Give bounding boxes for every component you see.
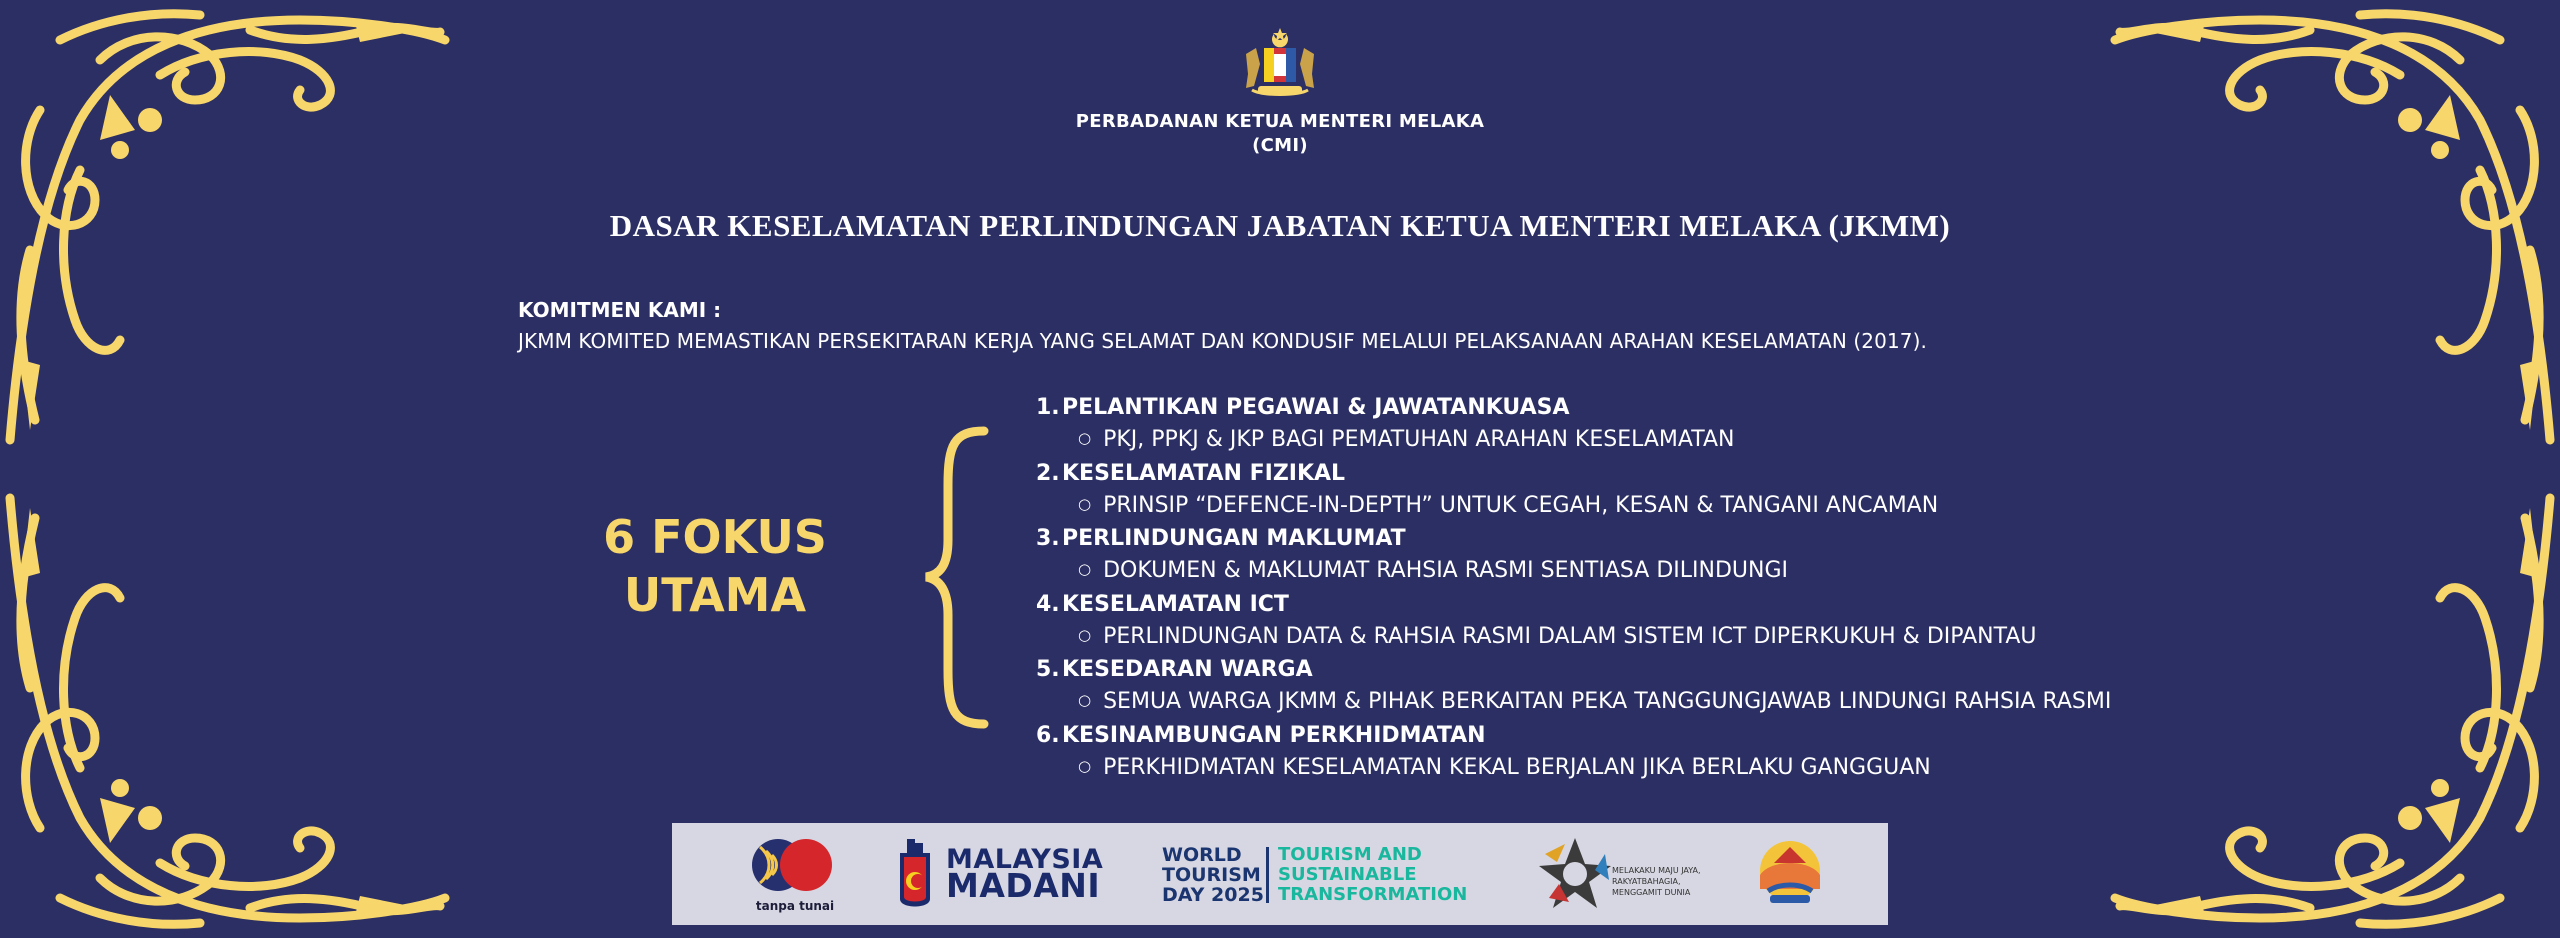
circle-bullet-icon: ○	[1078, 625, 1092, 644]
focus-item-title: KESELAMATAN FIZIKAL	[1062, 460, 1346, 486]
partner-logo-bar	[672, 823, 1888, 925]
melaka-tagline	[1612, 865, 1701, 898]
focus-item-detail-text: DOKUMEN & MAKLUMAT RAHSIA RASMI SENTIASA DILINDUNGI	[1103, 558, 1788, 583]
circle-bullet-icon: ○	[1078, 560, 1092, 578]
wtd-tag3: TRANSFORMATION	[1278, 884, 1468, 905]
melaka-tag3: MENGGAMIT DUNIA	[1612, 888, 1691, 897]
focus-item-heading	[1036, 392, 2111, 424]
madani-line2: MADANI	[946, 866, 1101, 905]
org-name-line1: PERBADANAN KETUA MENTERI MELAKA	[1075, 111, 1485, 132]
focus-item-title: KESEDARAN WARGA	[1062, 657, 1313, 682]
focus-item-detail	[1036, 490, 2111, 523]
focus-item-number: 2.	[1036, 460, 1060, 486]
commitment-heading: KOMITMEN KAMI :	[518, 298, 722, 322]
focus-item-detail-text: PKJ, PPKJ & JKP BAGI PEMATUHAN ARAHAN KESELAMATAN	[1103, 427, 1735, 452]
wtd-line3: DAY 2025	[1162, 884, 1264, 906]
focus-item-heading	[1036, 720, 2111, 752]
focus-item-number: 5.	[1036, 657, 1060, 682]
focus-item-title: KESINAMBUNGAN PERKHIDMATAN	[1062, 722, 1486, 748]
focus-item-detail	[1036, 752, 2111, 785]
focus-item	[1036, 523, 2111, 589]
focus-item-title: PERLINDUNGAN MAKLUMAT	[1062, 526, 1406, 551]
focus-title	[555, 508, 875, 624]
focus-item-heading	[1036, 458, 2111, 490]
page-title: DASAR KESELAMATAN PERLINDUNGAN JABATAN KETUA MENTERI MELAKA (JKMM)	[609, 208, 1951, 243]
commitment-text: JKMM KOMITED MEMASTIKAN PERSEKITARAN KERJA YANG SELAMAT DAN KONDUSIF MELALUI PELAKSANAAN ARAHAN KESELAMATAN (2017).	[518, 329, 1927, 353]
focus-item	[1036, 458, 2111, 524]
focus-title-line1: 6 FOKUS	[603, 510, 827, 564]
focus-item-detail-text: PRINSIP “DEFENCE-IN-DEPTH” UNTUK CEGAH, KESAN & TANGANI ANCAMAN	[1103, 492, 1939, 518]
org-name-line2: (CMI)	[1252, 135, 1308, 156]
focus-item-number: 3.	[1036, 526, 1060, 551]
madani-line1: MALAYSIA	[946, 844, 1104, 875]
focus-item-heading	[1036, 589, 2111, 621]
wtd-line1: WORLD	[1162, 844, 1242, 866]
malaysia-madani-logo	[890, 833, 1110, 915]
melaka-tag2: RAKYATBAHAGIA,	[1612, 877, 1681, 886]
focus-item-detail	[1036, 686, 2111, 719]
wtd-tag1: TOURISM AND	[1278, 844, 1422, 865]
melaka-tanpa-tunai-logo	[742, 831, 842, 917]
circle-bullet-icon: ○	[1078, 494, 1092, 513]
focus-list	[1036, 392, 2111, 785]
curly-brace-icon	[918, 425, 990, 730]
focus-item	[1036, 654, 2111, 720]
focus-title-line2: UTAMA	[623, 568, 807, 622]
wtd-divider	[1266, 847, 1269, 903]
focus-item-detail-text: SEMUA WARGA JKMM & PIHAK BERKAITAN PEKA TANGGUNGJAWAB LINDUNGI RAHSIA RASMI	[1103, 689, 2112, 714]
focus-item-number: 6.	[1036, 722, 1060, 748]
ornament-corner-bottom-right	[2110, 488, 2560, 938]
wtd-tagline	[1278, 845, 1467, 905]
focus-item-heading	[1036, 654, 2111, 686]
ornament-corner-bottom-left	[0, 488, 450, 938]
focus-item-number: 4.	[1036, 591, 1060, 617]
focus-item-title: PELANTIKAN PEGAWAI & JAWATANKUASA	[1062, 395, 1570, 420]
focus-item	[1036, 589, 2111, 655]
tanpa-tunai-caption: tanpa tunai	[755, 899, 835, 913]
visit-melaka-logo	[1740, 829, 1840, 919]
focus-item-detail	[1036, 424, 2111, 457]
world-tourism-day-logo	[1162, 841, 1482, 911]
focus-item-heading	[1036, 523, 2111, 555]
malaysia-coat-of-arms-icon	[1232, 24, 1328, 104]
melaka-maju-jaya-logo	[1530, 829, 1720, 919]
focus-item-detail	[1036, 555, 2111, 588]
wtd-tag2: SUSTAINABLE	[1278, 864, 1417, 885]
focus-item-detail-text: PERKHIDMATAN KESELAMATAN KEKAL BERJALAN JIKA BERLAKU GANGGUAN	[1103, 754, 1931, 780]
focus-item-title: KESELAMATAN ICT	[1062, 591, 1289, 617]
focus-item-number: 1.	[1036, 395, 1060, 420]
focus-item-detail-text: PERLINDUNGAN DATA & RAHSIA RASMI DALAM SISTEM ICT DIPERKUKUH & DIPANTAU	[1103, 623, 2037, 649]
circle-bullet-icon: ○	[1078, 756, 1092, 775]
wtd-line2: TOURISM	[1162, 864, 1261, 886]
wtd-wordmark	[1162, 845, 1264, 905]
organization-name	[0, 110, 2560, 158]
madani-wordmark	[946, 844, 1104, 905]
melaka-tag1: MELAKAKU MAJU JAYA,	[1612, 866, 1701, 875]
focus-item	[1036, 392, 2111, 458]
focus-item	[1036, 720, 2111, 786]
circle-bullet-icon: ○	[1078, 429, 1092, 447]
focus-item-detail	[1036, 621, 2111, 654]
circle-bullet-icon: ○	[1078, 691, 1092, 709]
